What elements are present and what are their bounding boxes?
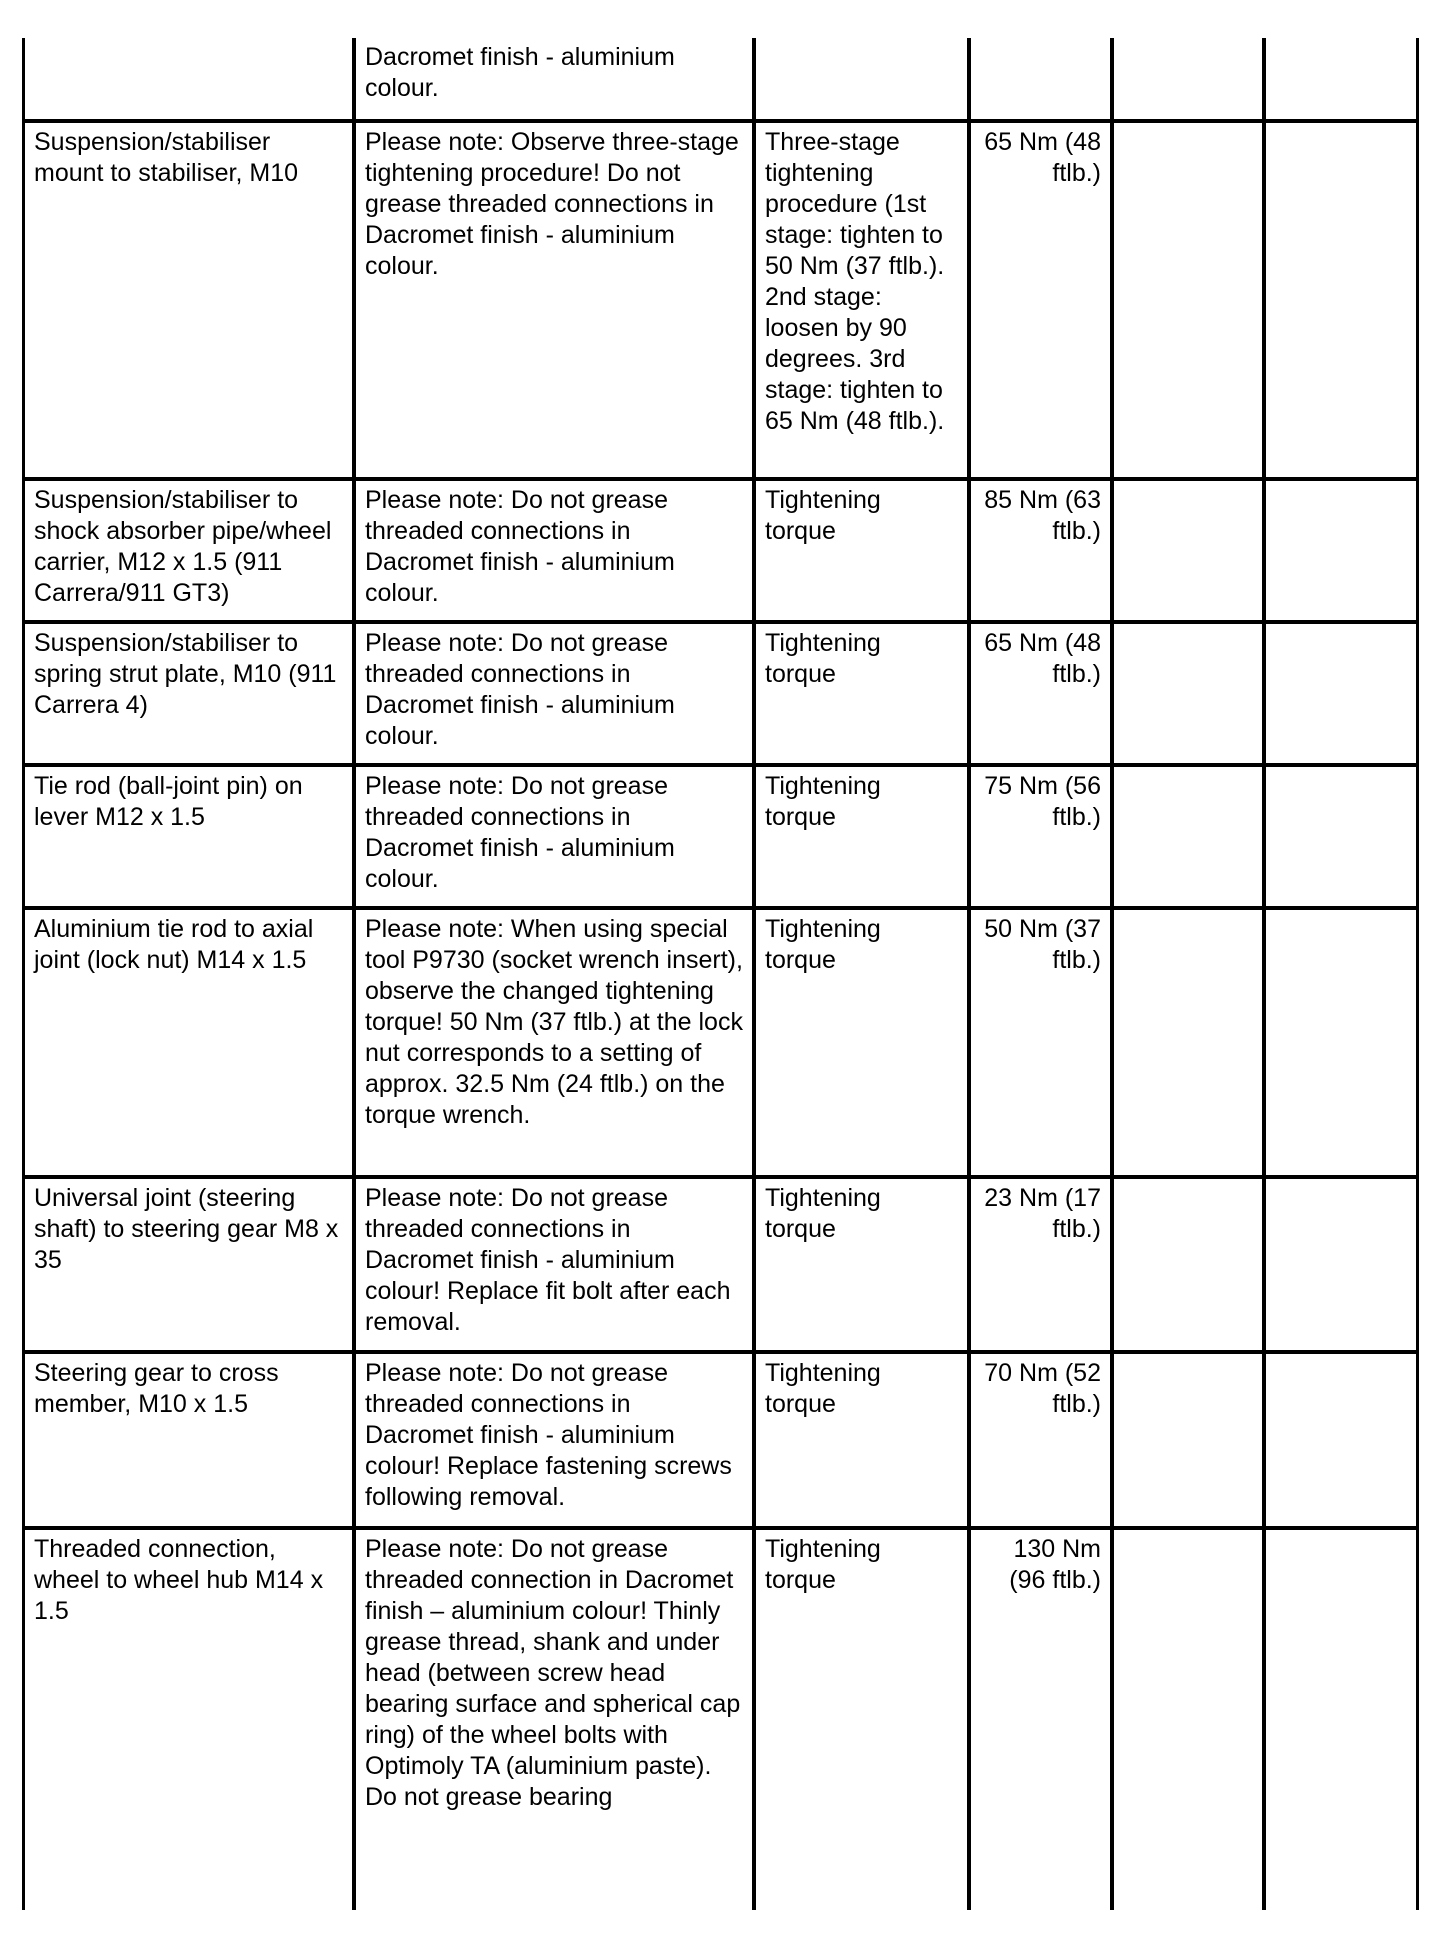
empty-cell bbox=[1112, 479, 1264, 622]
empty-cell bbox=[1264, 765, 1416, 908]
procedure-cell: Tightening torque bbox=[754, 908, 969, 1177]
procedure-cell: Tightening torque bbox=[754, 765, 969, 908]
empty-cell bbox=[1112, 121, 1264, 479]
empty-cell bbox=[1264, 479, 1416, 622]
component-cell: Suspension/stabiliser to spring strut plate, M10 (911 Carrera 4) bbox=[25, 622, 354, 765]
empty-cell bbox=[1112, 622, 1264, 765]
procedure-cell: Three-stage tightening procedure (1st stage: tighten to 50 Nm (37 ftlb.). 2nd stage: loosen by 90 degrees. 3rd stage: tighten to 65 Nm (48 ftlb.). bbox=[754, 121, 969, 479]
table-row bbox=[25, 1352, 1416, 1528]
table bbox=[25, 38, 1416, 1910]
torque-value-cell: 50 Nm (37 ftlb.) bbox=[969, 908, 1112, 1177]
torque-value-cell: 23 Nm (17 ftlb.) bbox=[969, 1177, 1112, 1352]
procedure-cell: Tightening torque bbox=[754, 479, 969, 622]
table-row bbox=[25, 38, 1416, 121]
empty-cell bbox=[1264, 38, 1416, 121]
empty-cell bbox=[1112, 765, 1264, 908]
procedure-cell: Tightening torque bbox=[754, 1177, 969, 1352]
empty-cell bbox=[1112, 908, 1264, 1177]
note-cell: Please note: Do not grease threaded connections in Dacromet finish - aluminium colour. bbox=[354, 622, 754, 765]
table-row bbox=[25, 765, 1416, 908]
procedure-cell: Tightening torque bbox=[754, 1528, 969, 1910]
component-cell: Tie rod (ball-joint pin) on lever M12 x 1.5 bbox=[25, 765, 354, 908]
table-row bbox=[25, 908, 1416, 1177]
component-cell: Aluminium tie rod to axial joint (lock nut) M14 x 1.5 bbox=[25, 908, 354, 1177]
note-cell: Please note: Do not grease threaded connections in Dacromet finish - aluminium colour! Replace fit bolt after each removal. bbox=[354, 1177, 754, 1352]
empty-cell bbox=[1264, 908, 1416, 1177]
table-row bbox=[25, 622, 1416, 765]
note-cell: Please note: Observe three-stage tightening procedure! Do not grease threaded connections in Dacromet finish - aluminium colour. bbox=[354, 121, 754, 479]
note-cell: Please note: Do not grease threaded connections in Dacromet finish - aluminium colour. bbox=[354, 479, 754, 622]
empty-cell bbox=[1264, 1528, 1416, 1910]
table-row bbox=[25, 121, 1416, 479]
note-cell: Please note: When using special tool P9730 (socket wrench insert), observe the changed tightening torque! 50 Nm (37 ftlb.) at the lock nut corresponds to a setting of approx. 32.5 Nm (24 ftlb.) on the torque wrench. bbox=[354, 908, 754, 1177]
note-cell: Please note: Do not grease threaded connections in Dacromet finish - aluminium colour! Replace fastening screws following removal. bbox=[354, 1352, 754, 1528]
table-row bbox=[25, 479, 1416, 622]
procedure-cell: Tightening torque bbox=[754, 622, 969, 765]
torque-spec-table bbox=[22, 38, 1419, 1910]
torque-value-cell: 85 Nm (63 ftlb.) bbox=[969, 479, 1112, 622]
torque-value-cell: 65 Nm (48 ftlb.) bbox=[969, 121, 1112, 479]
table-row bbox=[25, 1528, 1416, 1910]
component-cell: Suspension/stabiliser mount to stabiliser, M10 bbox=[25, 121, 354, 479]
empty-cell bbox=[1264, 1352, 1416, 1528]
empty-cell bbox=[1264, 121, 1416, 479]
note-cell: Dacromet finish - aluminium colour. bbox=[354, 38, 754, 121]
procedure-cell bbox=[754, 38, 969, 121]
torque-value-cell: 70 Nm (52 ftlb.) bbox=[969, 1352, 1112, 1528]
component-cell: Suspension/stabiliser to shock absorber pipe/wheel carrier, M12 x 1.5 (911 Carrera/911 GT3) bbox=[25, 479, 354, 622]
torque-value-cell: 65 Nm (48 ftlb.) bbox=[969, 622, 1112, 765]
empty-cell bbox=[1112, 1528, 1264, 1910]
empty-cell bbox=[1112, 1352, 1264, 1528]
component-cell: Steering gear to cross member, M10 x 1.5 bbox=[25, 1352, 354, 1528]
torque-value-cell: 75 Nm (56 ftlb.) bbox=[969, 765, 1112, 908]
table-row bbox=[25, 1177, 1416, 1352]
empty-cell bbox=[1112, 38, 1264, 121]
torque-value-cell: 130 Nm (96 ftlb.) bbox=[969, 1528, 1112, 1910]
procedure-cell: Tightening torque bbox=[754, 1352, 969, 1528]
empty-cell bbox=[1112, 1177, 1264, 1352]
component-cell: Threaded connection, wheel to wheel hub M14 x 1.5 bbox=[25, 1528, 354, 1910]
note-cell: Please note: Do not grease threaded connections in Dacromet finish - aluminium colour. bbox=[354, 765, 754, 908]
empty-cell bbox=[1264, 1177, 1416, 1352]
component-cell: Universal joint (steering shaft) to steering gear M8 x 35 bbox=[25, 1177, 354, 1352]
note-cell: Please note: Do not grease threaded connection in Dacromet finish – aluminium colour! Thinly grease thread, shank and under head (between screw head bearing surface and spherical cap ring) of the wheel bolts with Optimoly TA (aluminium paste). Do not grease bearing bbox=[354, 1528, 754, 1910]
component-cell bbox=[25, 38, 354, 121]
torque-value-cell bbox=[969, 38, 1112, 121]
empty-cell bbox=[1264, 622, 1416, 765]
